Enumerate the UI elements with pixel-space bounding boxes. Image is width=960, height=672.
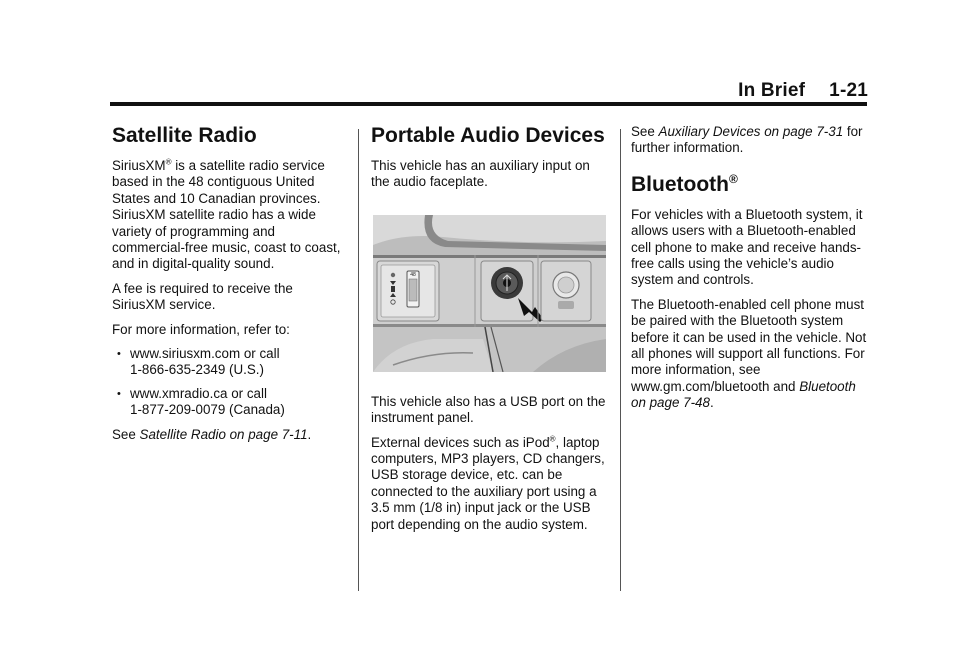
paragraph	[112, 158, 350, 273]
paragraph	[371, 435, 609, 533]
text: 1-866-635-2349 (U.S.)	[130, 362, 264, 378]
text: See	[112, 426, 140, 442]
text: See	[631, 124, 659, 139]
bullet-icon: •	[117, 387, 121, 400]
paragraph	[631, 297, 867, 412]
list-item	[112, 386, 350, 419]
text: www.siriusxm.com or call	[130, 346, 280, 362]
paragraph	[112, 427, 350, 443]
page-header	[738, 80, 868, 102]
column-divider	[358, 129, 359, 591]
column-satellite-radio	[112, 124, 350, 451]
column-bluetooth	[631, 124, 867, 420]
cross-reference-link[interactable]: Auxiliary Devices on page 7-31	[658, 124, 844, 139]
paragraph: This vehicle has an auxiliary input on the audio faceplate.	[371, 158, 590, 190]
text: .	[709, 395, 714, 411]
heading-portable-audio-devices: Portable Audio Devices	[371, 124, 605, 147]
paragraph: This vehicle also has a USB port on the instrument panel.	[371, 393, 606, 426]
text: The Bluetooth-enabled cell phone must be paired with the Bluetooth system before it can be used in the vehicle. Not all phones will support all functions. For more information, see www.gm.com/bluetooth and	[631, 296, 867, 394]
text: www.xmradio.ca or call	[130, 385, 267, 401]
header-rule	[110, 102, 867, 106]
registered-mark: ®	[549, 434, 556, 444]
registered-mark: ®	[165, 157, 172, 167]
cross-reference-link[interactable]: Satellite Radio on page 7-11	[139, 426, 308, 442]
text: .	[307, 426, 312, 442]
heading-satellite-radio: Satellite Radio	[112, 124, 257, 147]
bullet-icon: •	[117, 348, 121, 361]
text: SiriusXM	[112, 158, 166, 173]
column-divider	[620, 129, 621, 591]
aux-usb-port-photo	[373, 215, 606, 372]
text: Bluetooth	[631, 172, 729, 196]
paragraph	[631, 124, 867, 157]
page-number: 1-21	[829, 80, 868, 101]
paragraph: For vehicles with a Bluetooth system, it allows users with a Bluetooth-enabled cell phone to make and receive hands-free calls using the vehicle’s audio system and controls.	[631, 206, 863, 288]
column-portable-audio	[371, 124, 609, 541]
paragraph: A fee is required to receive the SiriusXM service.	[112, 280, 293, 313]
section-name: In Brief	[738, 80, 806, 101]
registered-mark: ®	[728, 171, 738, 186]
text: , laptop computers, MP3 players, CD changers, USB storage device, etc. can be connected to the auxiliary port using a 3.5 mm (1/8 in) input jack or the USB port depending on the audio system.	[371, 434, 605, 532]
text: is a satellite radio service based in the 48 contiguous United States and 10 Canadian provinces. SiriusXM satellite radio has a wide variety of programming and commercial-free music, coast to coast, and in digital-quality sound.	[112, 158, 341, 272]
paragraph: For more information, refer to:	[112, 321, 290, 337]
cross-reference-link[interactable]: Bluetooth on page 7-48	[631, 378, 856, 411]
heading-bluetooth	[631, 173, 867, 197]
switch-number-label: 48	[410, 271, 416, 278]
text: 1-877-209-0079 (Canada)	[130, 402, 285, 418]
contact-list	[112, 346, 350, 419]
text: for further information.	[631, 124, 863, 156]
list-item	[112, 346, 350, 379]
text: External devices such as iPod	[371, 434, 550, 450]
